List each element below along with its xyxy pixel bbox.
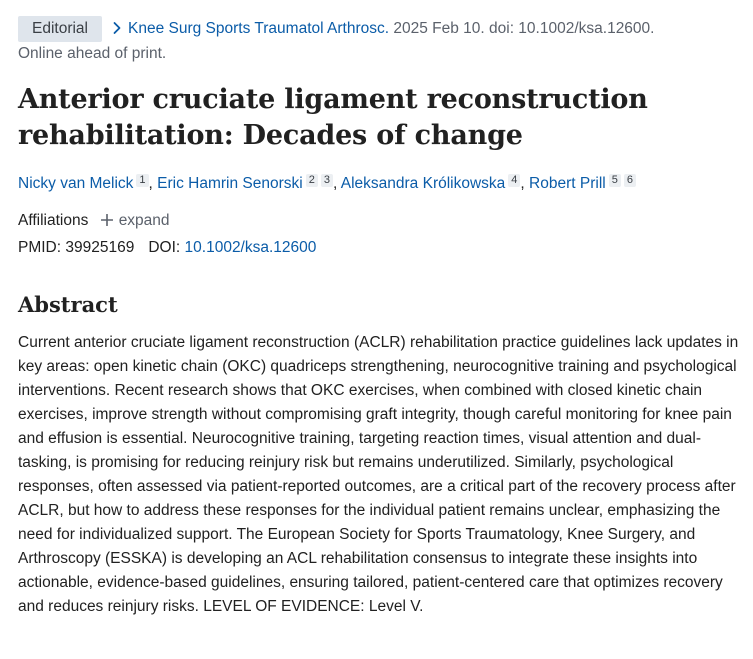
affiliation-ref[interactable]: 2 [306, 174, 318, 187]
author-separator: , [520, 175, 530, 192]
plus-icon [101, 214, 113, 226]
affiliation-ref[interactable]: 1 [136, 174, 148, 187]
author-separator: , [332, 175, 341, 192]
author-link[interactable]: Aleksandra Królikowska [340, 175, 506, 192]
affiliation-ref[interactable]: 3 [321, 174, 333, 187]
affiliation-ref[interactable]: 4 [508, 174, 520, 187]
author-link[interactable]: Robert Prill [529, 175, 606, 192]
journal-name: Knee Surg Sports Traumatol Arthrosc. [128, 20, 390, 37]
doi-label: DOI: [148, 239, 181, 256]
identifiers-row [18, 237, 743, 259]
author-separator: , [148, 175, 158, 192]
citation-line [18, 14, 743, 43]
author-link[interactable]: Eric Hamrin Senorski [157, 175, 303, 192]
article-page [18, 14, 743, 619]
citation-details: 2025 Feb 10. doi: 10.1002/ksa.12600. [389, 20, 655, 37]
author-list [18, 173, 743, 195]
affiliation-ref[interactable]: 6 [624, 174, 636, 187]
abstract-heading: Abstract [18, 292, 118, 317]
publication-type-badge: Editorial [18, 16, 102, 42]
affiliation-ref[interactable]: 5 [609, 174, 621, 187]
chevron-right-icon [110, 21, 124, 35]
doi-link[interactable]: 10.1002/ksa.12600 [184, 239, 317, 256]
pmid-value: 39925169 [65, 239, 135, 256]
affiliations-expand-button[interactable] [101, 210, 170, 232]
abstract-text: Current anterior cruciate ligament reconstruction (ACLR) rehabilitation practice guidelines lack updates in key areas: open kinetic chain (OKC) quadriceps strengthening, neurocognitive training and psychological interventions. Recent research shows that OKC exercises, when combined with closed kinetic chain exercises, improve strength without compromising graft integrity, though careful monitoring for knee pain and effusion is essential. Neurocognitive training, targeting reaction times, visual attention and dual-tasking, is promising for reducing reinjury risk but remains underutilized. Similarly, psychological responses, often assessed via patient-reported outcomes, are a critical part of the recovery process after ACLR, but how to address these responses for the individual patient remains unclear, emphasizing the need for individualized support. The European Society for Sports Traumatology, Knee Surgery, and Arthroscopy (ESSKA) is developing an ACL rehabilitation consensus to integrate these insights into actionable, evidence-based guidelines, ensuring tailored, patient-centered care that optimizes recovery and reduces reinjury risks. LEVEL OF EVIDENCE: Level V. [18, 334, 739, 615]
affiliations-label: Affiliations [18, 212, 89, 229]
pmid-label: PMID: [18, 239, 62, 256]
expand-label: expand [118, 212, 170, 229]
publication-status: Online ahead of print. [18, 45, 167, 62]
journal-link[interactable] [110, 20, 389, 37]
affiliations-row [18, 210, 743, 232]
article-title: Anterior cruciate ligament reconstruction rehabilitation: Decades of change [18, 84, 648, 151]
author-link[interactable]: Nicky van Melick [18, 175, 134, 192]
